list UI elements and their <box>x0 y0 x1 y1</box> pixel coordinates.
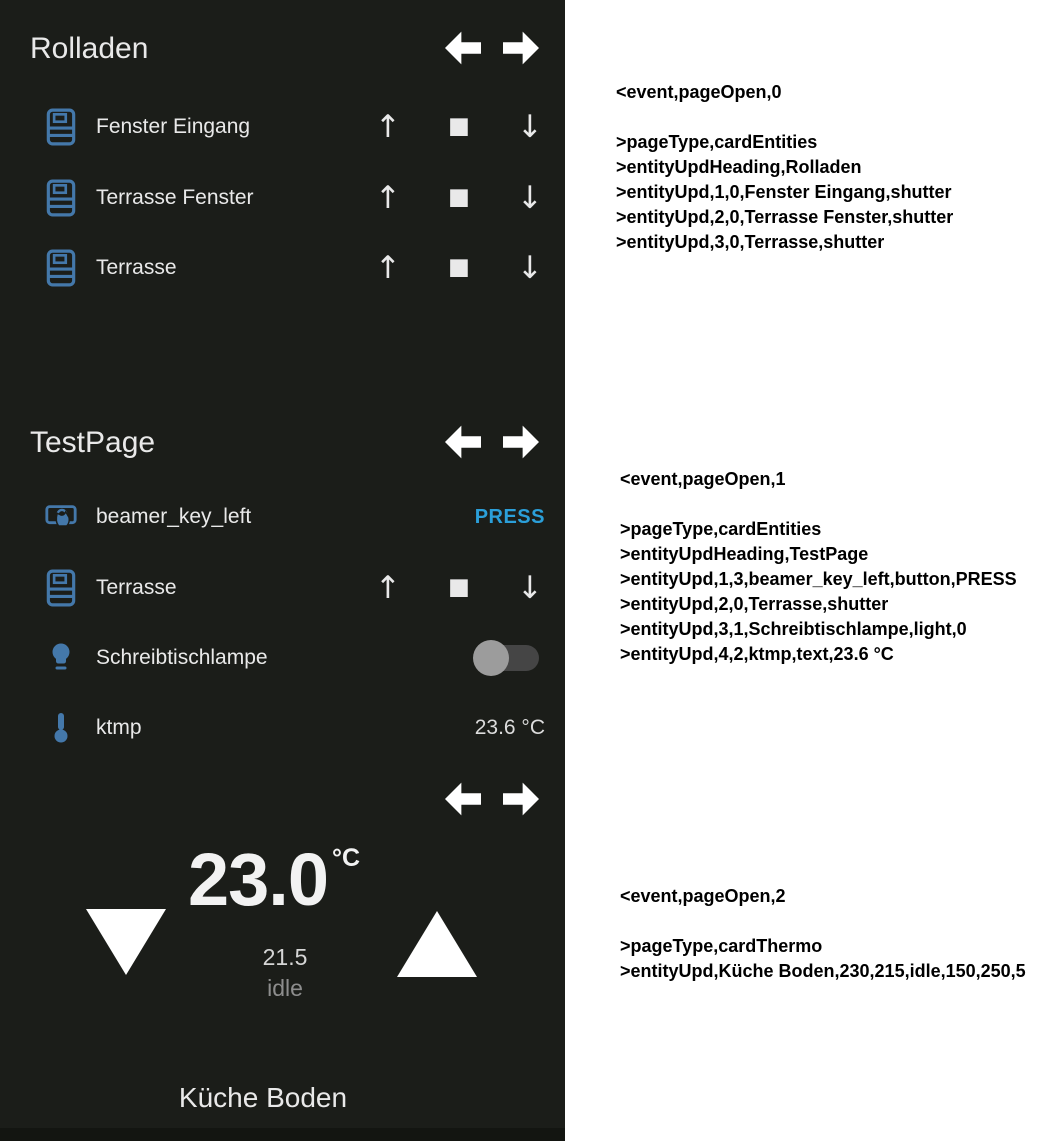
shutter-controls <box>375 569 543 606</box>
protocol-line: <event,pageOpen,0 <box>616 82 782 102</box>
nav-prev-button[interactable] <box>443 781 483 817</box>
current-temperature-value: 23.0 <box>188 838 329 921</box>
page-nav-rolladen <box>443 30 541 66</box>
entity-name: beamer_key_left <box>96 505 252 528</box>
arrow-right-icon <box>501 781 541 817</box>
temp-down-button[interactable] <box>85 908 167 976</box>
shutter-down-button[interactable]: ↓ <box>517 179 543 216</box>
entity-row-beamer-key-left <box>0 496 565 538</box>
entity-row-schreibtischlampe <box>0 637 565 679</box>
protocol-block-page2 <box>620 884 1026 984</box>
entity-row-ktmp <box>0 707 565 749</box>
shutter-controls <box>375 249 543 286</box>
protocol-block-page0 <box>616 80 953 255</box>
protocol-line: >pageType,cardEntities <box>616 132 818 152</box>
shutter-up-button[interactable]: ↑ <box>375 249 401 286</box>
triangle-down-icon <box>85 908 167 976</box>
screen-bottom-edge <box>0 1128 565 1141</box>
protocol-line: >entityUpd,2,0,Terrasse Fenster,shutter <box>616 207 954 227</box>
entity-row-terrasse-fenster <box>0 177 565 219</box>
triangle-up-icon <box>396 910 478 978</box>
shutter-stop-button[interactable]: ■ <box>448 183 470 210</box>
protocol-line: <event,pageOpen,2 <box>620 886 786 906</box>
protocol-line: >entityUpd,1,3,beamer_key_left,button,PRESS <box>620 569 1017 589</box>
arrow-left-icon <box>443 781 483 817</box>
window-shutter-icon <box>44 179 78 217</box>
shutter-down-button[interactable]: ↓ <box>517 108 543 145</box>
nav-next-button[interactable] <box>501 781 541 817</box>
arrow-right-icon <box>501 30 541 66</box>
shutter-up-button[interactable]: ↑ <box>375 108 401 145</box>
protocol-line <box>620 492 1017 517</box>
nav-prev-button[interactable] <box>443 424 483 460</box>
hvac-state: idle <box>267 975 303 1001</box>
entity-row-terrasse-2 <box>0 567 565 609</box>
arrow-right-icon <box>501 424 541 460</box>
nav-prev-button[interactable] <box>443 30 483 66</box>
protocol-line: >entityUpd,1,0,Fenster Eingang,shutter <box>616 182 952 202</box>
page-title-testpage: TestPage <box>30 426 156 459</box>
current-temperature <box>188 838 361 921</box>
protocol-line: >pageType,cardEntities <box>620 519 822 539</box>
arrow-left-icon <box>443 30 483 66</box>
protocol-line: >pageType,cardThermo <box>620 936 823 956</box>
shutter-stop-button[interactable]: ■ <box>448 253 470 280</box>
page-nav-testpage <box>443 424 541 460</box>
shutter-up-button[interactable]: ↑ <box>375 569 401 606</box>
page-nav-thermo <box>443 781 541 817</box>
shutter-controls <box>375 179 543 216</box>
target-temperature: 21.5 <box>262 944 308 970</box>
nav-next-button[interactable] <box>501 424 541 460</box>
shutter-up-button[interactable]: ↑ <box>375 179 401 216</box>
thermometer-icon <box>44 710 78 746</box>
shutter-stop-button[interactable]: ■ <box>448 112 470 139</box>
entity-name: Terrasse <box>96 576 177 599</box>
window-shutter-icon <box>44 108 78 146</box>
shutter-down-button[interactable]: ↓ <box>517 249 543 286</box>
protocol-line <box>620 909 1026 934</box>
entity-name: Terrasse <box>96 256 177 279</box>
entity-name: Fenster Eingang <box>96 115 251 138</box>
window-shutter-icon <box>44 569 78 607</box>
shutter-controls <box>375 108 543 145</box>
protocol-line: >entityUpd,Küche Boden,230,215,idle,150,250,5 <box>620 961 1026 981</box>
light-toggle[interactable] <box>473 640 539 676</box>
temp-up-button[interactable] <box>396 910 478 978</box>
thermostat-name: Küche Boden <box>178 1082 348 1113</box>
protocol-line: >entityUpdHeading,Rolladen <box>616 157 862 177</box>
gesture-tap-button-icon <box>44 500 78 534</box>
temperature-unit: °C <box>332 844 361 872</box>
entity-row-fenster-eingang <box>0 106 565 148</box>
entity-name: Schreibtischlampe <box>96 646 268 669</box>
arrow-left-icon <box>443 424 483 460</box>
entity-name: Terrasse Fenster <box>96 186 254 209</box>
nav-next-button[interactable] <box>501 30 541 66</box>
entity-name: ktmp <box>96 716 142 739</box>
protocol-line: >entityUpd,2,0,Terrasse,shutter <box>620 594 889 614</box>
sensor-value: 23.6 °C <box>474 716 545 739</box>
shutter-down-button[interactable]: ↓ <box>517 569 543 606</box>
press-button[interactable]: PRESS <box>474 505 545 528</box>
protocol-line: >entityUpdHeading,TestPage <box>620 544 869 564</box>
window-shutter-icon <box>44 249 78 287</box>
toggle-knob <box>473 640 509 676</box>
page-title-rolladen: Rolladen <box>30 32 149 65</box>
protocol-line: >entityUpd,3,0,Terrasse,shutter <box>616 232 885 252</box>
protocol-line: >entityUpd,4,2,ktmp,text,23.6 °C <box>620 644 894 664</box>
protocol-block-page1 <box>620 467 1017 667</box>
protocol-line: >entityUpd,3,1,Schreibtischlampe,light,0 <box>620 619 967 639</box>
entity-row-terrasse <box>0 247 565 289</box>
protocol-line <box>616 105 953 130</box>
shutter-stop-button[interactable]: ■ <box>448 573 470 600</box>
lightbulb-icon <box>44 641 78 675</box>
protocol-line: <event,pageOpen,1 <box>620 469 786 489</box>
